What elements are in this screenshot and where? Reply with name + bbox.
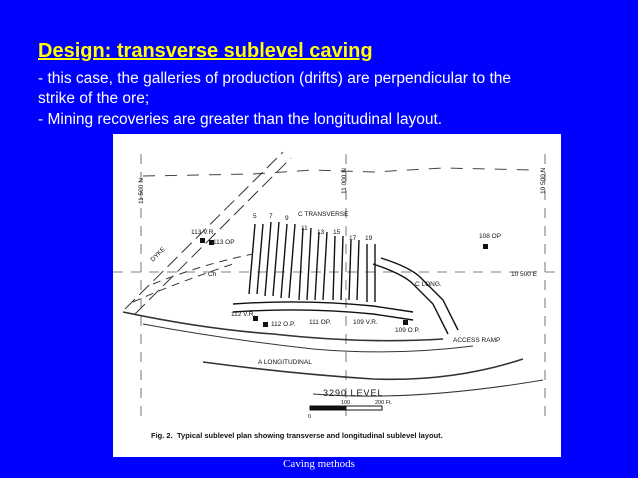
label-raise-109: 109 V.R. [353, 319, 378, 326]
label-grid-left: 11 500 N [138, 178, 145, 204]
label-op-113: 113 OP [213, 239, 235, 246]
drift-label: 13 [317, 229, 325, 236]
caption-figure-number: Fig. 2. [151, 431, 173, 440]
label-dyke: DYKE [149, 245, 167, 264]
scale-bar [308, 400, 393, 420]
caption-text: Typical sublevel plan showing transverse and longitudinal sublevel layout. [177, 431, 443, 440]
label-op-109: 109 O.P. [395, 327, 420, 334]
label-raise-113: 113 V.R. [191, 229, 216, 236]
grid-lines [113, 154, 561, 419]
label-access-ramp: ACCESS RAMP [453, 337, 501, 344]
scale-100: 100 [341, 400, 351, 406]
drift-label: 9 [285, 215, 289, 222]
label-op-111: 111 OP. [309, 319, 332, 326]
label-grid-mid: 11 000 N [341, 168, 348, 194]
ore-contour-top [143, 168, 533, 176]
label-longitudinal-a: A LONGITUDINAL [258, 359, 312, 366]
label-raise-112: 112 V.R. [231, 311, 256, 318]
label-transverse: C TRANSVERSE [298, 211, 349, 218]
ore-contours-lower [123, 254, 543, 396]
label-longitudinal-c: C LONG. [415, 281, 442, 288]
scale-0: 0 [308, 414, 312, 420]
slide-footer: Caving methods [283, 458, 355, 470]
drift-label: 15 [333, 229, 341, 236]
drift-label: 7 [269, 213, 273, 220]
bullet-2: - Mining recoveries are greater than the longitudinal layout. [38, 111, 443, 128]
sublevel-plan-drawing [113, 134, 561, 457]
bullet-1-line-1: - this case, the galleries of production (drifts) are perpendicular to the [38, 70, 511, 87]
label-grid-right: 10 500 N [540, 167, 547, 194]
label-ch: Ch [208, 271, 217, 278]
label-op-108: 108 OP [479, 233, 502, 240]
slide-title: Design: transverse sublevel caving [38, 40, 373, 62]
transverse-drifts [249, 222, 375, 302]
label-level: 3290 LEVEL [323, 388, 384, 398]
scale-200: 200 Ft. [375, 400, 393, 406]
bullet-1-line-2: strike of the ore; [38, 90, 150, 107]
sublevel-plan-figure [113, 134, 561, 457]
label-grid-east: 10 500 E [511, 271, 538, 278]
drift-label: 5 [253, 213, 257, 220]
drift-label: 19 [365, 235, 373, 242]
drift-label: 17 [349, 235, 357, 242]
label-op-112: 112 O.P. [271, 321, 296, 328]
drift-label: 11 [301, 225, 308, 232]
